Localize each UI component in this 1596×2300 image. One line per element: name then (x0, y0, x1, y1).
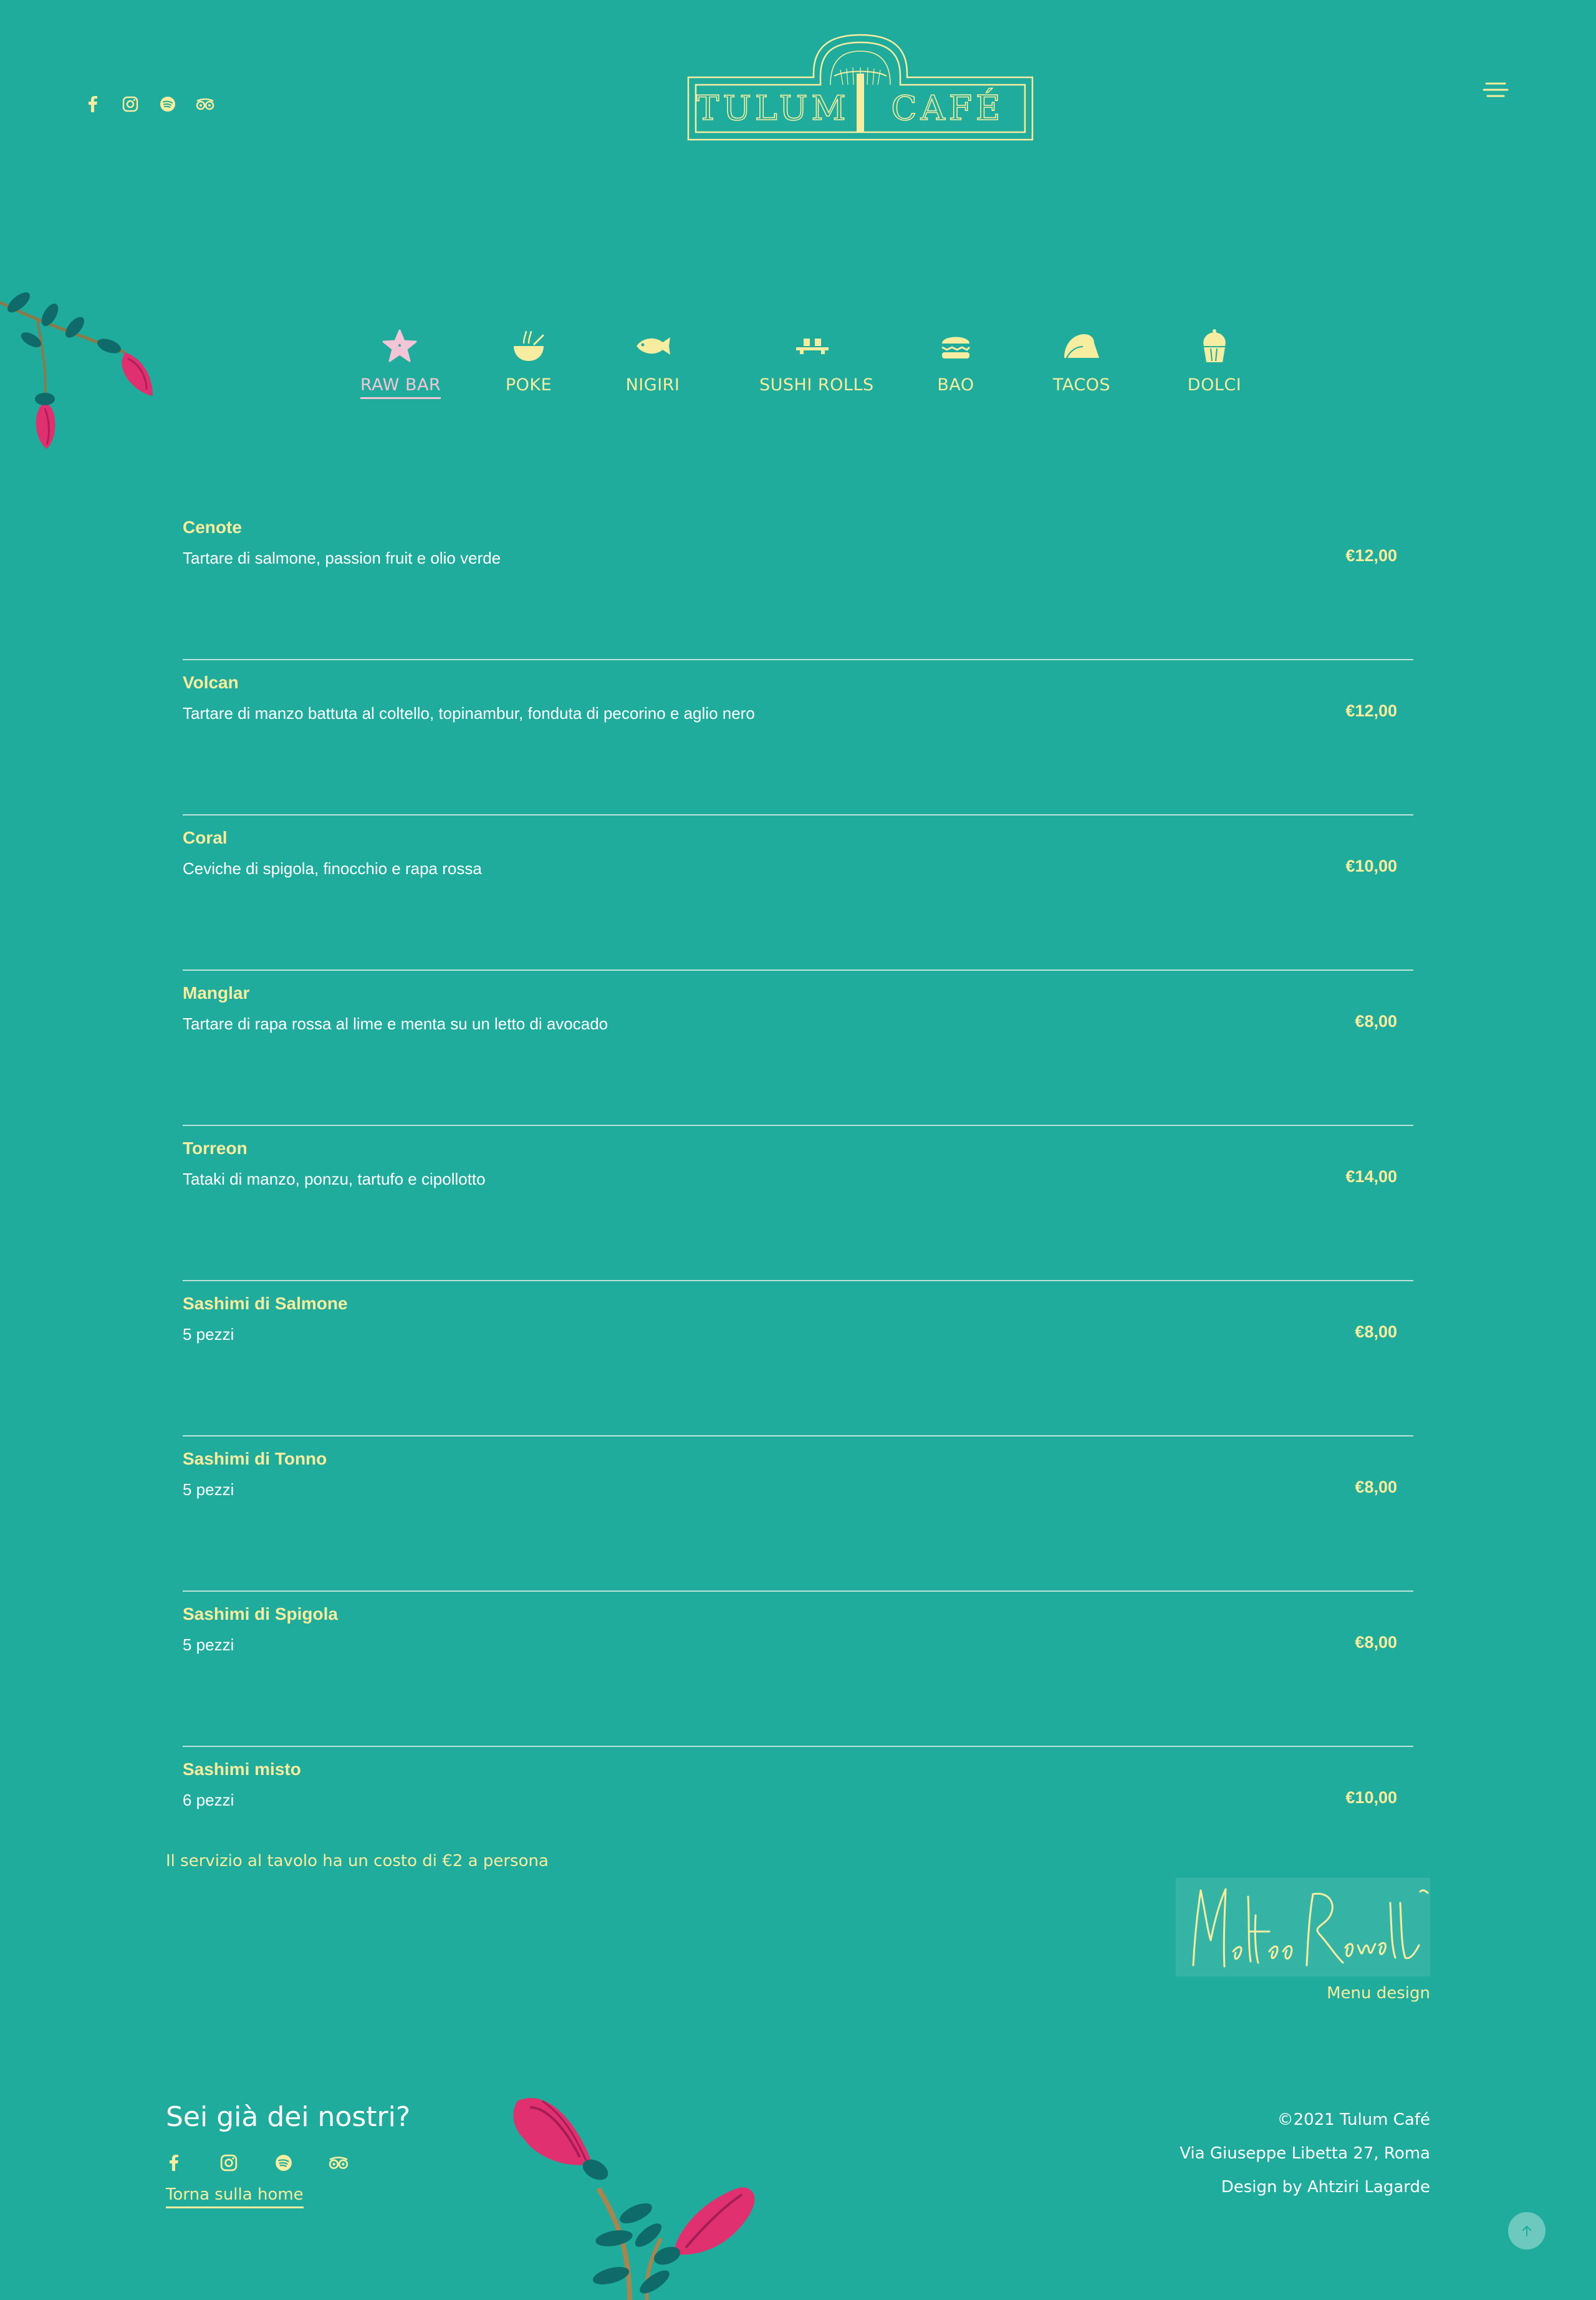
tab-raw-bar[interactable]: RAW BAR (360, 324, 438, 405)
bowl-icon (507, 324, 550, 368)
item-description: Ceviche di spigola, finocchio e rapa rossa (183, 859, 482, 878)
tab-bao[interactable]: BAO (934, 324, 978, 405)
category-nav (349, 324, 1247, 405)
item-price: €12,00 (1345, 546, 1397, 565)
spotify-icon[interactable] (158, 95, 177, 113)
item-name: Sashimi di Tonno (183, 1449, 327, 1468)
arrow-up-icon (1519, 2223, 1534, 2238)
menu-item (183, 660, 1413, 816)
item-price: €8,00 (1355, 1322, 1397, 1341)
menu-list (183, 505, 1413, 1840)
design-credit: Design by Ahtziri Lagarde (1221, 2178, 1430, 2197)
item-price: €14,00 (1345, 1167, 1397, 1186)
item-name: Cenote (183, 517, 242, 537)
item-price: €10,00 (1345, 857, 1397, 875)
menu-item (183, 505, 1413, 660)
signature-caption: Menu design (1327, 1984, 1430, 2003)
cupcake-icon (1193, 324, 1236, 368)
item-name: Sashimi misto (183, 1759, 301, 1779)
item-name: Manglar (183, 983, 250, 1003)
tripadvisor-icon[interactable] (196, 95, 214, 113)
tab-nigiri[interactable]: NIGIRI (625, 324, 681, 405)
flower-decoration (505, 2089, 773, 2300)
service-note: Il servizio al tavolo ha un costo di €2 a persona (166, 1852, 549, 1870)
menu-item (183, 1281, 1413, 1436)
starfish-icon (378, 324, 421, 368)
item-name: Volcan (183, 673, 239, 692)
item-name: Sashimi di Spigola (183, 1604, 338, 1624)
taco-icon (1060, 324, 1103, 368)
menu-item (183, 816, 1413, 971)
item-name: Coral (183, 828, 228, 847)
signature-image (1176, 1878, 1430, 1976)
tab-poke[interactable]: POKE (504, 324, 554, 405)
instagram-icon[interactable] (218, 2152, 239, 2173)
item-description: 6 pezzi (183, 1791, 234, 1809)
menu-item (183, 1126, 1413, 1281)
hamburger-icon[interactable] (1480, 77, 1511, 102)
tulum-cafe-logo[interactable] (686, 32, 1035, 142)
flower-decoration (0, 284, 162, 452)
header-social-links (84, 95, 214, 113)
menu-item (183, 1747, 1413, 1840)
item-description: 5 pezzi (183, 1325, 234, 1344)
footer-social-links (163, 2152, 349, 2173)
tab-tacos[interactable]: TACOS (1047, 324, 1116, 405)
item-name: Torreon (183, 1138, 248, 1158)
bao-icon (934, 324, 978, 368)
item-description: 5 pezzi (183, 1635, 234, 1654)
address: Via Giuseppe Libetta 27, Roma (1180, 2144, 1430, 2163)
item-name: Sashimi di Salmone (183, 1294, 348, 1313)
home-link[interactable]: Torna sulla home (166, 2185, 304, 2208)
item-description: Tataki di manzo, ponzu, tartufo e cipollotto (183, 1170, 486, 1188)
menu-item (183, 1592, 1413, 1747)
item-description: Tartare di salmone, passion fruit e olio verde (183, 549, 501, 567)
site-header (0, 0, 1596, 162)
copyright: ©2021 Tulum Café (1277, 2110, 1430, 2129)
facebook-icon[interactable] (84, 95, 102, 113)
instagram-icon[interactable] (121, 95, 140, 113)
footer-info (1060, 2107, 1430, 2208)
tab-sushi-rolls[interactable]: SUSHI ROLLS (759, 324, 865, 405)
facebook-icon[interactable] (163, 2152, 185, 2173)
item-price: €8,00 (1355, 1633, 1397, 1652)
svg-text:CAFÉ: CAFÉ (891, 89, 1004, 128)
item-price: €10,00 (1345, 1788, 1397, 1807)
tab-dolci[interactable]: DOLCI (1183, 324, 1246, 405)
fish-icon (631, 324, 675, 368)
item-price: €12,00 (1345, 701, 1397, 720)
spotify-icon[interactable] (273, 2152, 294, 2173)
menu-item (183, 971, 1413, 1126)
footer-title: Sei già dei nostri? (166, 2101, 411, 2133)
item-description: 5 pezzi (183, 1480, 234, 1499)
item-price: €8,00 (1355, 1012, 1397, 1031)
item-description: Tartare di manzo battuta al coltello, topinambur, fonduta di pecorino e aglio nero (183, 704, 755, 723)
scroll-to-top-button[interactable] (1508, 2212, 1546, 2249)
item-price: €8,00 (1355, 1478, 1397, 1496)
svg-text:TULUM: TULUM (696, 89, 850, 128)
item-description: Tartare di rapa rossa al lime e menta su un letto di avocado (183, 1014, 608, 1033)
menu-item (183, 1436, 1413, 1592)
sushi-icon (791, 324, 834, 368)
tripadvisor-icon[interactable] (328, 2152, 349, 2173)
